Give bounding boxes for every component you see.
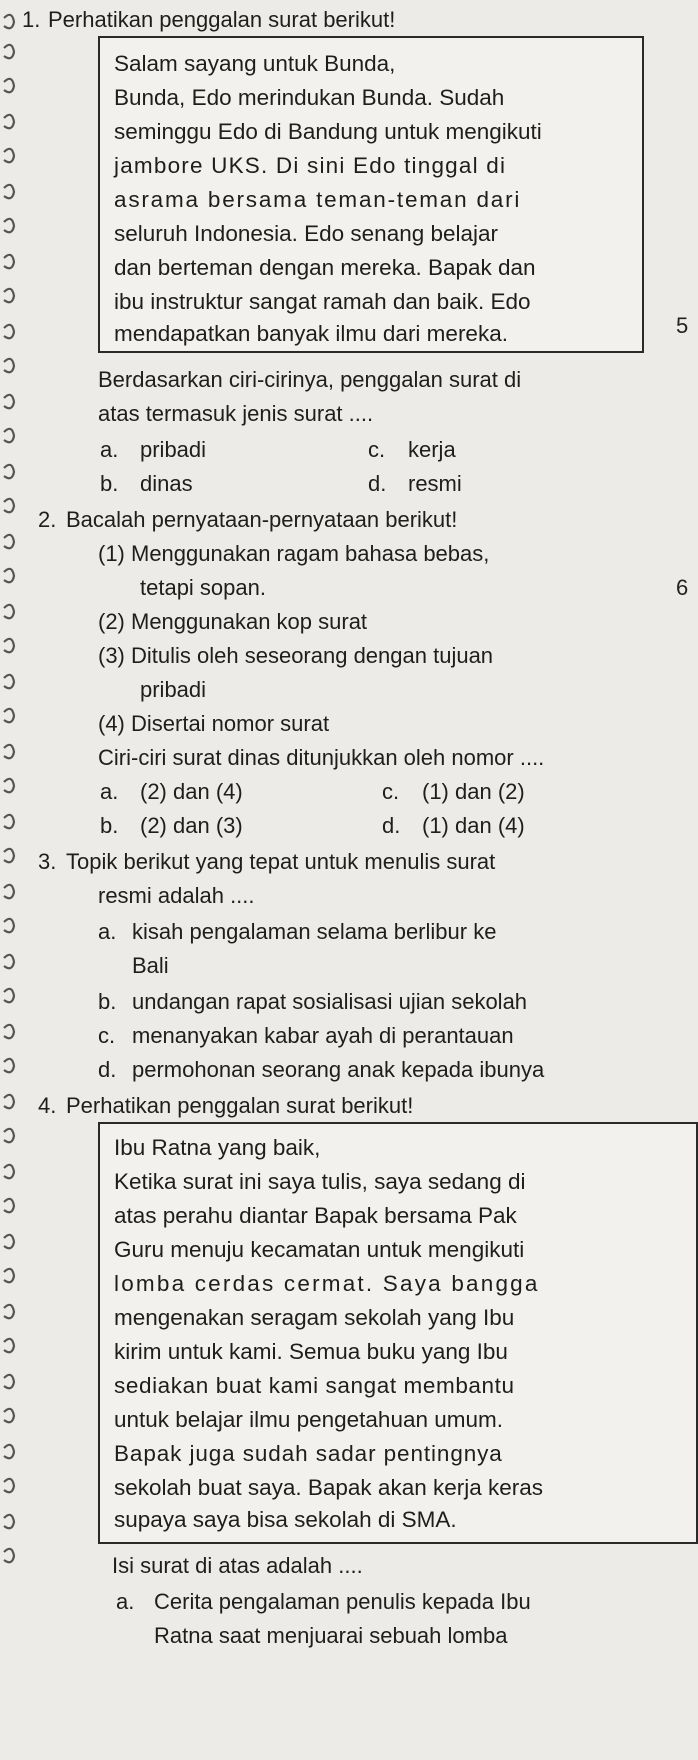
margin-number-5: 5 xyxy=(676,313,689,338)
margin-number-6: 6 xyxy=(676,575,689,600)
q1-letter-box xyxy=(98,36,644,353)
q3-option-a-text-cont[interactable]: Bali xyxy=(132,953,169,978)
q3-option-a-text[interactable]: kisah pengalaman selama berlibur ke xyxy=(132,919,497,944)
q2-option-b-label[interactable]: b. xyxy=(100,813,119,838)
q1-letter-line: seminggu Edo di Bandung untuk mengikuti xyxy=(114,119,542,144)
q4-letter-line: kirim untuk kami. Semua buku yang Ibu xyxy=(114,1339,508,1364)
q2-option-a-text[interactable]: (2) dan (4) xyxy=(140,779,243,804)
q2-statement: (2) Menggunakan kop surat xyxy=(98,609,368,634)
q3-option-b-text[interactable]: undangan rapat sosialisasi ujian sekolah xyxy=(132,989,528,1014)
q4-option-a-text[interactable]: Cerita pengalaman penulis kepada Ibu xyxy=(154,1589,531,1614)
q1-option-a-label[interactable]: a. xyxy=(100,437,119,462)
q1-letter-line: Salam sayang untuk Bunda, xyxy=(114,51,396,76)
q3-option-a-label[interactable]: a. xyxy=(98,919,117,944)
q2-option-c-label[interactable]: c. xyxy=(382,779,400,804)
q1-option-c-text[interactable]: kerja xyxy=(408,437,456,462)
q1-option-c-label[interactable]: c. xyxy=(368,437,386,462)
q4-intro: Perhatikan penggalan surat berikut! xyxy=(66,1093,414,1118)
q1-option-a-text[interactable]: pribadi xyxy=(140,437,207,462)
q3-number: 3. xyxy=(38,849,57,874)
q4-option-a-text-cont[interactable]: Ratna saat menjuarai sebuah lomba xyxy=(154,1623,508,1648)
q2-statement: (3) Ditulis oleh seseorang dengan tujuan xyxy=(98,643,494,668)
q2-statement: (1) Menggunakan ragam bahasa bebas, xyxy=(98,541,490,566)
q4-letter-line: supaya saya bisa sekolah di SMA. xyxy=(114,1507,457,1532)
q1-letter-line: ibu instruktur sangat ramah dan baik. Edo xyxy=(114,289,531,314)
q4-letter-line: sediakan buat kami sangat membantu xyxy=(114,1373,515,1398)
q2-number: 2. xyxy=(38,507,57,532)
q1-letter-line: Bunda, Edo merindukan Bunda. Sudah xyxy=(114,85,505,110)
q1-option-d-label[interactable]: d. xyxy=(368,471,387,496)
q2-option-d-text[interactable]: (1) dan (4) xyxy=(422,813,525,838)
q2-statement-cont: pribadi xyxy=(140,677,207,702)
q4-letter-line: Ibu Ratna yang baik, xyxy=(114,1135,321,1160)
q1-letter-line: asrama bersama teman-teman dari xyxy=(114,187,522,212)
q1-intro: Perhatikan penggalan surat berikut! xyxy=(48,7,396,32)
q1-option-b-label[interactable]: b. xyxy=(100,471,119,496)
q4-letter-line: untuk belajar ilmu pengetahuan umum. xyxy=(114,1407,503,1432)
spiral-binding xyxy=(0,0,16,1760)
q4-question: Isi surat di atas adalah .... xyxy=(112,1553,363,1578)
q2-statement-cont: tetapi sopan. xyxy=(140,575,266,600)
q1-letter-line: seluruh Indonesia. Edo senang belajar xyxy=(114,221,499,246)
q3-option-d-label[interactable]: d. xyxy=(98,1057,117,1082)
q3-option-b-label[interactable]: b. xyxy=(98,989,117,1014)
q2-option-a-label[interactable]: a. xyxy=(100,779,119,804)
q1-letter-line: jambore UKS. Di sini Edo tinggal di xyxy=(114,153,507,178)
q2-statement: (4) Disertai nomor surat xyxy=(98,711,330,736)
q4-letter-line: Ketika surat ini saya tulis, saya sedang di xyxy=(114,1169,526,1194)
q3-question-line: resmi adalah .... xyxy=(98,883,255,908)
q3-option-c-label[interactable]: c. xyxy=(98,1023,116,1048)
q3-question-line: Topik berikut yang tepat untuk menulis surat xyxy=(66,849,496,874)
q4-letter-line: lomba cerdas cermat. Saya bangga xyxy=(114,1271,540,1296)
q4-letter-line: sekolah buat saya. Bapak akan kerja keras xyxy=(114,1475,544,1500)
q1-number: 1. xyxy=(22,7,41,32)
q3-option-c-text[interactable]: menanyakan kabar ayah di perantauan xyxy=(132,1023,514,1048)
q2-option-c-text[interactable]: (1) dan (2) xyxy=(422,779,525,804)
q1-question-line: atas termasuk jenis surat .... xyxy=(98,401,374,426)
q4-letter-line: Bapak juga sudah sadar pentingnya xyxy=(114,1441,503,1466)
q4-number: 4. xyxy=(38,1093,57,1118)
q1-option-d-text[interactable]: resmi xyxy=(408,471,462,496)
q1-letter-line: mendapatkan banyak ilmu dari mereka. xyxy=(114,321,508,346)
q1-question-line: Berdasarkan ciri-cirinya, penggalan surat di xyxy=(98,367,522,392)
q1-option-b-text[interactable]: dinas xyxy=(140,471,193,496)
q1-letter-line: dan berteman dengan mereka. Bapak dan xyxy=(114,255,536,280)
q2-option-d-label[interactable]: d. xyxy=(382,813,401,838)
q4-letter-box xyxy=(98,1122,698,1544)
q2-option-b-text[interactable]: (2) dan (3) xyxy=(140,813,243,838)
q4-letter-line: mengenakan seragam sekolah yang Ibu xyxy=(114,1305,515,1330)
q4-letter-line: atas perahu diantar Bapak bersama Pak xyxy=(114,1203,517,1228)
q4-option-a-label[interactable]: a. xyxy=(116,1589,135,1614)
q3-option-d-text[interactable]: permohonan seorang anak kepada ibunya xyxy=(132,1057,545,1082)
q2-question: Ciri-ciri surat dinas ditunjukkan oleh nomor .... xyxy=(98,745,545,770)
q2-intro: Bacalah pernyataan-pernyataan berikut! xyxy=(66,507,458,532)
q4-letter-line: Guru menuju kecamatan untuk mengikuti xyxy=(114,1237,525,1262)
